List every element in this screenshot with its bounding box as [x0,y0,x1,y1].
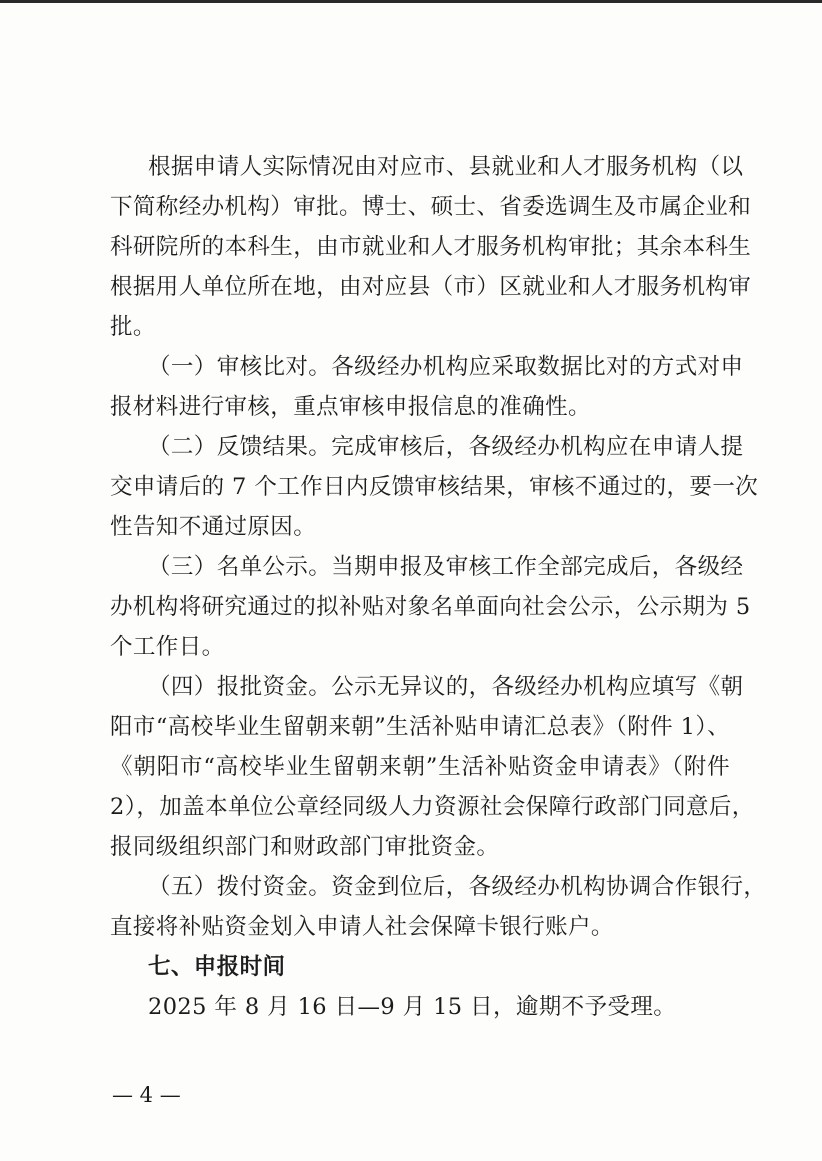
paragraph-line: 报材料进行审核，重点审核申报信息的准确性。 [110,394,591,420]
section-heading: 七、申报时间 [148,954,286,980]
paragraph-line: 根据用人单位所在地，由对应县（市）区就业和人才服务机构审 [110,274,752,300]
paragraph-line: 交申请后的 7 个工作日内反馈审核结果，审核不通过的，要一次 [110,474,759,500]
paragraph-line: 直接将补贴资金划入申请人社会保障卡银行账户。 [110,914,614,940]
paragraph-line: 2），加盖本单位公章经同级人力资源社会保障行政部门同意后， [110,794,755,820]
paragraph-line: 《朝阳市“高校毕业生留朝来朝”生活补贴资金申请表》（附件 [110,754,730,780]
paragraph-line: （一）审核比对。各级经办机构应采取数据比对的方式对申 [148,354,744,380]
paragraph-line: 报同级组织部门和财政部门审批资金。 [110,834,500,860]
paragraph-line: 科研院所的本科生，由市就业和人才服务机构审批；其余本科生 [110,234,752,260]
paragraph-line: （五）拨付资金。资金到位后，各级经办机构协调合作银行， [148,874,767,900]
paragraph-line: 下简称经办机构）审批。博士、硕士、省委选调生及市属企业和 [110,194,752,220]
paragraph-line: 阳市“高校毕业生留朝来朝”生活补贴申请汇总表》（附件 1）、 [110,714,730,740]
paragraph-line: 办机构将研究通过的拟补贴对象名单面向社会公示，公示期为 5 [110,594,751,620]
paragraph-line: 性告知不通过原因。 [110,514,317,540]
paragraph-line: 个工作日。 [110,634,225,660]
paragraph-line: （四）报批资金。公示无异议的，各级经办机构应填写《朝 [148,674,744,700]
paragraph-line: 2025 年 8 月 16 日—9 月 15 日，逾期不予受理。 [148,994,677,1020]
top-border-rule [0,0,822,3]
paragraph-line: （二）反馈结果。完成审核后，各级经办机构应在申请人提 [148,434,744,460]
paragraph-line: （三）名单公示。当期申报及审核工作全部完成后，各级经 [148,554,744,580]
paragraph-line: 批。 [110,314,156,340]
paragraph-line: 根据申请人实际情况由对应市、县就业和人才服务机构（以 [148,154,744,180]
page-number: — 4 — [112,1083,181,1107]
